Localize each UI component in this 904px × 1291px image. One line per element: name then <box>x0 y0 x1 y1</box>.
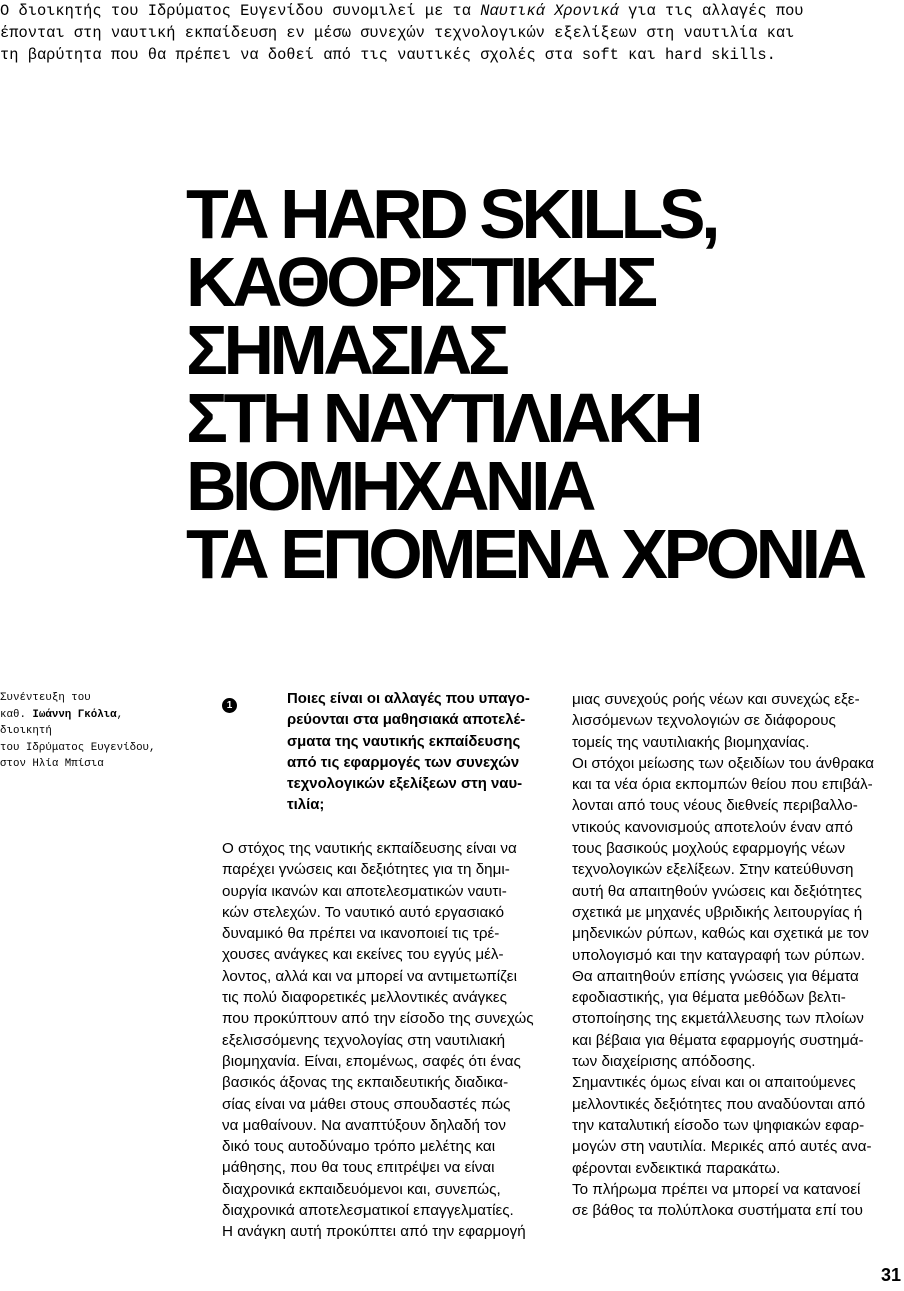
body-line: μάθησης, που θα τους επιτρέψει να είναι <box>222 1159 495 1177</box>
intro-line: τη βαρύτητα που θα πρέπει να δοθεί από τις ναυτικές σχολές στα soft και hard skills. <box>0 46 776 64</box>
body-line: βιομηχανία. Είναι, επομένως, σαφές ότι ένας <box>222 1052 521 1070</box>
body-line: τεχνολογικών εξελίξεων. Στην κατεύθυνση <box>572 861 854 879</box>
body-line: κών στελεχών. Το ναυτικό αυτό εργασιακό <box>222 903 505 921</box>
magazine-name: Ναυτικά Χρονικά <box>480 2 619 20</box>
byline-line: Συνέντευξη του <box>0 692 91 704</box>
question-number-badge: 1 <box>222 698 237 713</box>
question-line: σματα της ναυτικής εκπαίδευσης <box>287 733 521 750</box>
body-line: μελλοντικές δεξιότητες που αναδύονται από <box>572 1095 866 1113</box>
byline-line: διοικητή <box>0 725 52 737</box>
interviewee-name: Ιωάννη Γκόλια <box>32 708 117 721</box>
body-line: εφοδιαστικής, για θέματα μεθόδων βελτι- <box>572 989 846 1007</box>
body-line: Οι στόχοι μείωσης των οξειδίων του άνθρακα <box>572 754 875 772</box>
body-line: λισσόμενων τεχνολογιών σε διάφορους <box>572 712 836 730</box>
headline-line: ΤΑ HARD SKILLS, <box>186 175 717 253</box>
body-line: μιας συνεχούς ροής νέων και συνεχώς εξε- <box>572 691 860 708</box>
body-line: λοντος, αλλά και να μπορεί να αντιμετωπίζει <box>222 967 517 985</box>
question-line: τεχνολογικών εξελίξεων στη ναυ- <box>287 776 523 793</box>
byline-line: του Ιδρύματος Ευγενίδου, <box>0 741 156 754</box>
headline-line: ΣΤΗ ΝΑΥΤΙΛΙΑΚΗ <box>186 379 700 457</box>
body-line: τις πολύ διαφορετικές μελλοντικές ανάγκες <box>222 989 507 1007</box>
byline-line: καθ. Ιωάννη Γκόλια, <box>0 708 124 721</box>
body-line: αυτή θα απαιτηθούν γνώσεις και δεξιότητες <box>572 882 862 900</box>
body-line: Ο στόχος της ναυτικής εκπαίδευσης είναι να <box>222 840 517 857</box>
body-line: μηδενικών ρύπων, καθώς και σχετικά με τον <box>572 925 869 943</box>
body-line: λονται από τους νέους διεθνείς περιβαλλο- <box>572 797 858 815</box>
body-line: εξελισσόμενης τεχνολογίας στη ναυτιλιακή <box>222 1031 506 1049</box>
page-number: 31 <box>880 1265 901 1285</box>
intro-line: Ο διοικητής του Ιδρύματος Ευγενίδου συνομιλεί με τα Ναυτικά Χρονικά για τις αλλαγές που <box>0 2 804 20</box>
body-line: βασικός άξονας της εκπαιδευτικής διαδικα- <box>222 1074 509 1092</box>
body-line: Το πλήρωμα πρέπει να μπορεί να κατανοεί <box>572 1180 861 1198</box>
body-line: υπολογισμό και την καταγραφή των ρύπων. <box>572 946 865 964</box>
body-line: δυναμικό θα πρέπει να ικανοποιεί τις τρέ- <box>222 925 500 943</box>
article-headline <box>186 175 863 593</box>
body-line: που προκύπτουν από την είσοδο της συνεχώς <box>222 1010 534 1028</box>
body-line: των διαχείρισης απόδοσης. <box>572 1053 756 1071</box>
body-line: μογών στη ναυτιλία. Μερικές από αυτές ανα- <box>572 1138 872 1156</box>
body-line: χουσες ανάγκες και εκείνες του εγγύς μέλ- <box>222 946 504 964</box>
headline-line: ΒΙΟΜΗΧΑΝΙΑ <box>186 447 593 525</box>
body-line: διαχρονικά εκπαιδευόμενοι και, συνεπώς, <box>222 1180 501 1198</box>
body-line: σε βάθος τα πολύπλοκα συστήματα επί του <box>572 1202 863 1220</box>
body-line: και τα νέα όρια εκπομπών θείου που επιβάλ- <box>572 776 873 794</box>
intro-paragraph <box>0 0 904 66</box>
body-line: Σημαντικές όμως είναι και οι απαιτούμενες <box>572 1074 856 1092</box>
question-line: τιλία; <box>287 797 325 814</box>
headline-line: ΣΗΜΑΣΙΑΣ <box>186 311 506 389</box>
body-line: σίας είναι να μάθει στους σπουδαστές πώς <box>222 1095 511 1113</box>
body-line: τους βασικούς μοχλούς εφαρμογής νέων <box>572 840 846 858</box>
body-line: την καταλυτική είσοδο των ψηφιακών εφαρ- <box>572 1116 865 1134</box>
interview-question <box>287 689 556 817</box>
body-line: τομείς της ναυτιλιακής βιομηχανίας. <box>572 733 810 751</box>
byline-line: στον Ηλία Μπίσια <box>0 758 104 770</box>
body-line: παρέχει γνώσεις και δεξιότητες για τη δημι- <box>222 861 510 879</box>
question-line: ρεύονται στα μαθησιακά αποτελέ- <box>287 712 526 729</box>
body-line: και βέβαια για θέματα εφαρμογής συστημά- <box>572 1031 864 1049</box>
body-line: στοποίησης της εκμετάλλευσης των πλοίων <box>572 1010 864 1028</box>
body-line: σχετικά με μηχανές υβριδικής λειτουργίας ή <box>572 903 863 921</box>
body-line: να μαθαίνουν. Να αναπτύξουν δηλαδή τον <box>222 1116 506 1134</box>
body-line: φέρονται ενδεικτικά παρακάτω. <box>572 1159 781 1177</box>
body-line: δικό τους αυτοδύναμο τρόπο μελέτης και <box>222 1138 496 1156</box>
interview-byline <box>0 690 200 773</box>
body-line: ντικούς κανονισμούς αποτελούν έναν από <box>572 818 853 836</box>
intro-line: έπονται στη ναυτική εκπαίδευση εν μέσω συνεχών τεχνολογικών εξελίξεων στη ναυτιλία και <box>0 24 795 42</box>
body-line: Θα απαιτηθούν επίσης γνώσεις για θέματα <box>572 967 859 985</box>
body-line: Η ανάγκη αυτή προκύπτει από την εφαρμογή <box>222 1223 526 1241</box>
body-column-right <box>572 689 904 1221</box>
body-column-left <box>222 838 557 1243</box>
question-line: από τις εφαρμογές των συνεχών <box>287 754 520 771</box>
question-line: Ποιες είναι οι αλλαγές που υπαγο- <box>287 691 530 707</box>
headline-line: ΤΑ ΕΠΟΜΕΝΑ ΧΡΟΝΙΑ <box>186 515 863 593</box>
body-line: ουργία ικανών και αποτελεσματικών ναυτι- <box>222 882 507 900</box>
body-line: διαχρονικά αποτελεσματικοί επαγγελματίες. <box>222 1202 514 1220</box>
headline-line: ΚΑΘΟΡΙΣΤΙΚΗΣ <box>186 243 654 321</box>
